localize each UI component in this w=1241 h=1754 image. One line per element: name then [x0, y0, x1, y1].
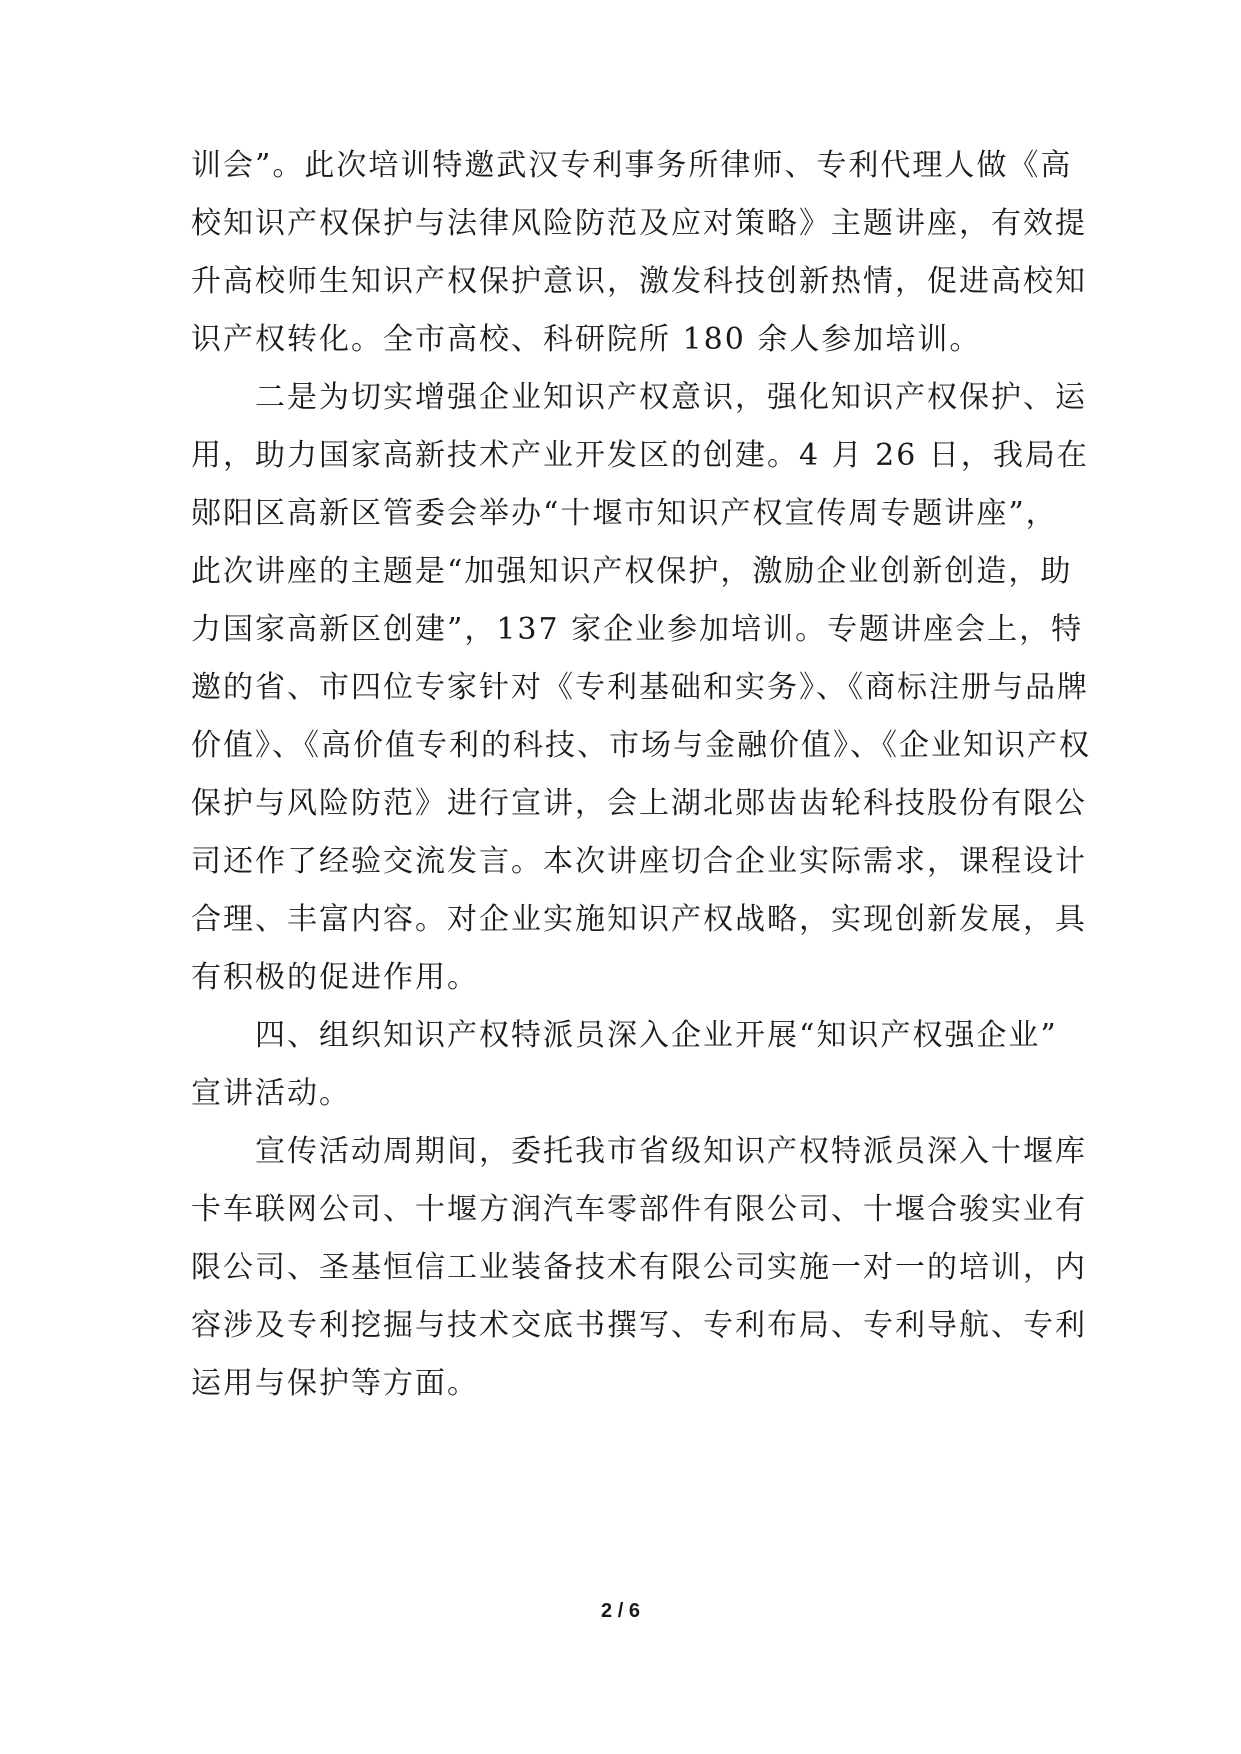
paragraph-2-line-3: 郧阳区高新区管委会举办“十堰市知识产权宣传周专题讲座”， — [191, 496, 1058, 531]
paragraph-2-line-4: 此次讲座的主题是“加强知识产权保护，激励企业创新创造，助 — [191, 554, 1073, 589]
section-4-heading-line-2: 宣讲活动。 — [191, 1076, 351, 1111]
paragraph-2-line-1: 二是为切实增强企业知识产权意识，强化知识产权保护、运 — [255, 380, 1087, 415]
paragraph-3-line-4: 容涉及专利挖掘与技术交底书撰写、专利布局、专利导航、专利 — [191, 1308, 1087, 1343]
paragraph-3-line-1: 宣传活动周期间，委托我市省级知识产权特派员深入十堰库 — [255, 1134, 1087, 1169]
paragraph-3-line-5: 运用与保护等方面。 — [191, 1366, 479, 1401]
section-4-heading-line-1: 四、组织知识产权特派员深入企业开展“知识产权强企业” — [255, 1018, 1058, 1053]
paragraph-1-line-4: 识产权转化。全市高校、科研院所 180 余人参加培训。 — [191, 322, 982, 357]
paragraph-2-line-8: 保护与风险防范》进行宣讲，会上湖北郧齿齿轮科技股份有限公 — [191, 786, 1087, 821]
paragraph-2-line-11: 有积极的促进作用。 — [191, 960, 479, 995]
paragraph-2-line-7: 价值》、《高价值专利的科技、市场与金融价值》、《企业知识产权 — [191, 728, 1091, 763]
page-number: 2 / 6 — [601, 1600, 640, 1622]
paragraph-2-line-6: 邀的省、市四位专家针对《专利基础和实务》、《商标注册与品牌 — [191, 670, 1089, 705]
paragraph-1-line-3: 升高校师生知识产权保护意识，激发科技创新热情，促进高校知 — [191, 264, 1087, 299]
paragraph-2-line-2: 用，助力国家高新技术产业开发区的创建。4 月 26 日，我局在 — [191, 438, 1089, 473]
paragraph-2-line-5: 力国家高新区创建”，137 家企业参加培训。专题讲座会上，特 — [191, 612, 1084, 647]
paragraph-3-line-2: 卡车联网公司、十堰方润汽车零部件有限公司、十堰合骏实业有 — [191, 1192, 1087, 1227]
paragraph-1-line-1: 训会”。此次培训特邀武汉专利事务所律师、专利代理人做《高 — [191, 148, 1073, 183]
paragraph-1-line-2: 校知识产权保护与法律风险防范及应对策略》主题讲座，有效提 — [191, 206, 1087, 241]
paragraph-3-line-3: 限公司、圣基恒信工业装备技术有限公司实施一对一的培训，内 — [191, 1250, 1087, 1285]
paragraph-2-line-9: 司还作了经验交流发言。本次讲座切合企业实际需求，课程设计 — [191, 844, 1087, 879]
paragraph-2-line-10: 合理、丰富内容。对企业实施知识产权战略，实现创新发展，具 — [191, 902, 1087, 937]
